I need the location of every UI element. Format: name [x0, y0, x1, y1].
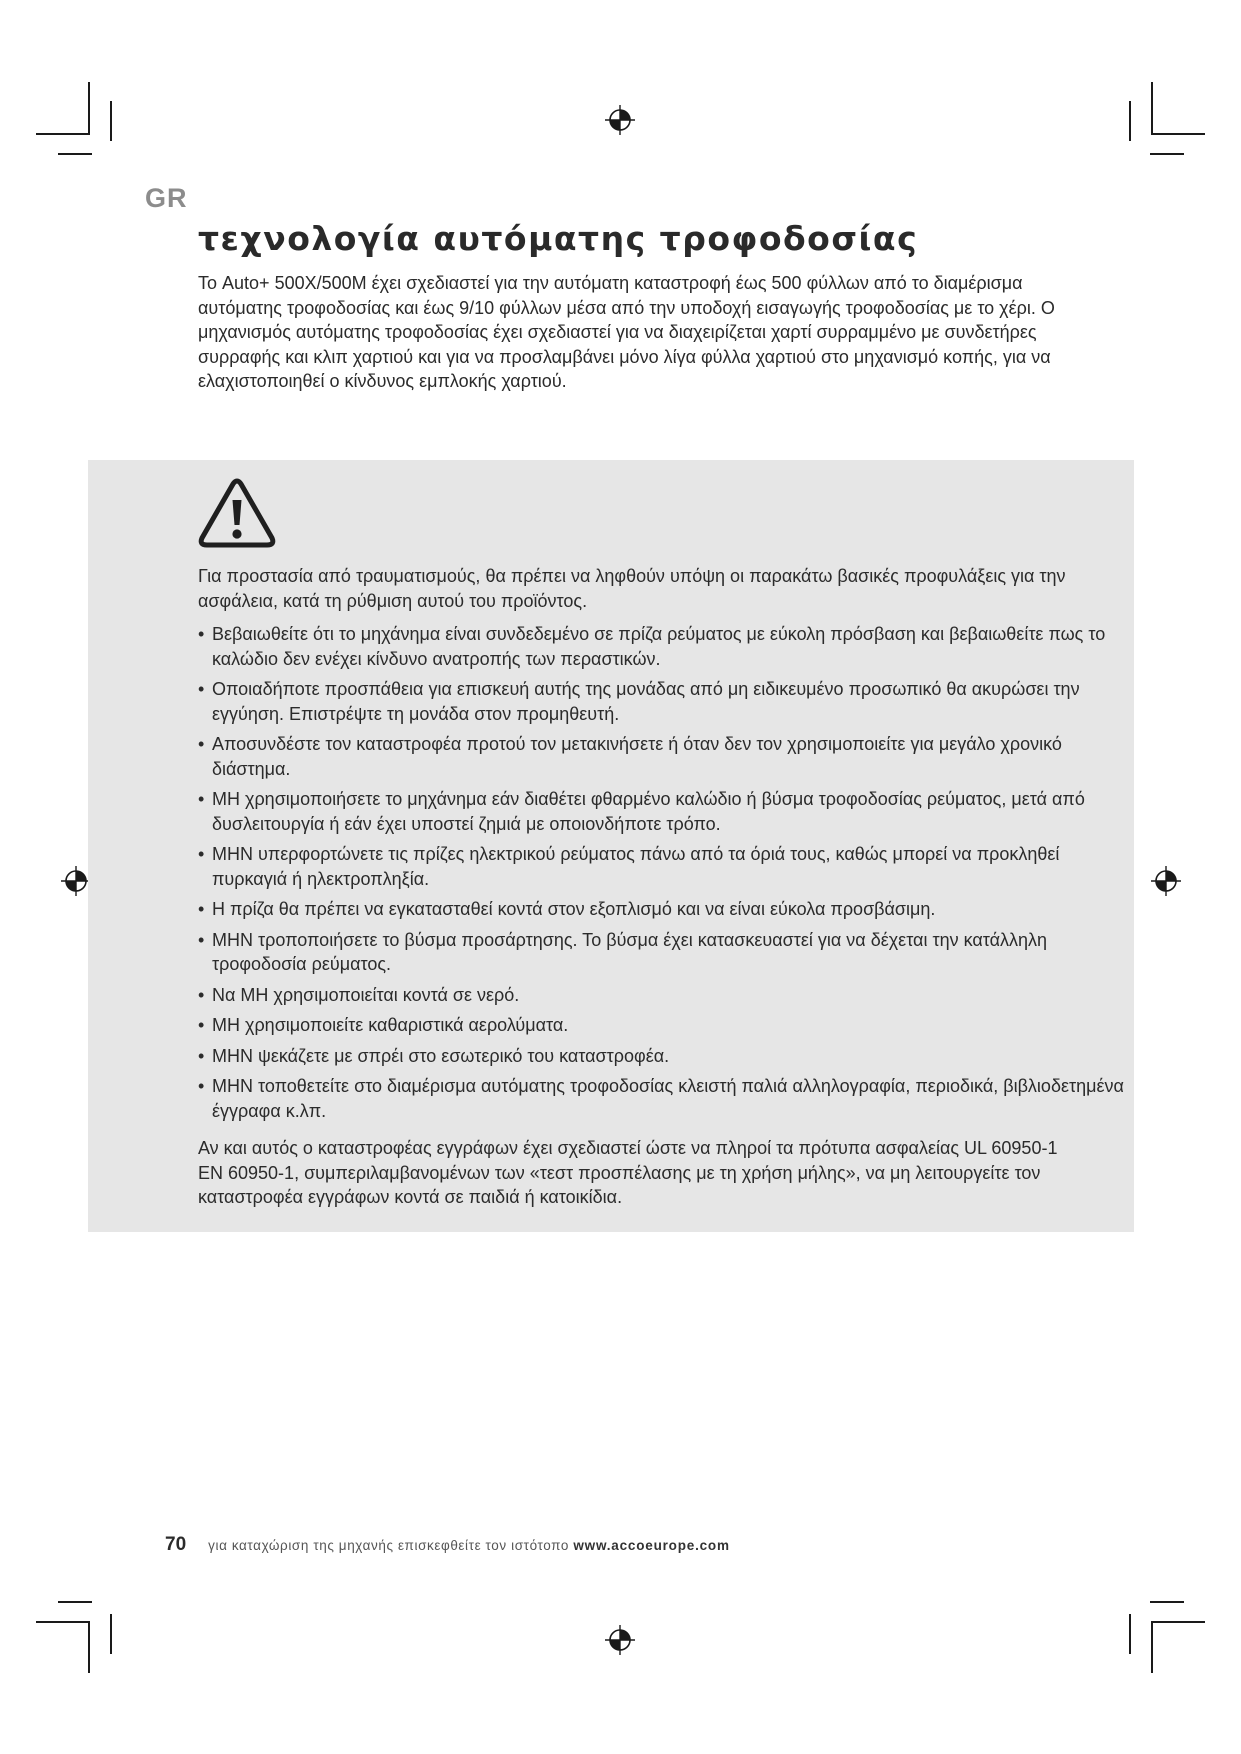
list-item: • ΜΗ χρησιμοποιείτε καθαριστικά αερολύματα. [198, 1013, 1138, 1038]
crop-mark [1129, 101, 1131, 141]
crop-mark [36, 1621, 90, 1623]
crop-mark [110, 1614, 112, 1654]
registration-mark-icon [605, 105, 635, 135]
list-item: • Οποιαδήποτε προσπάθεια για επισκευή αυτής της μονάδας από μη ειδικευμένο προσωπικό θα ακυρώσει την εγγύηση. Επιστρέψτε τη μονάδα στον προμηθευτή. [198, 677, 1138, 726]
list-item: • ΜΗΝ υπερφορτώνετε τις πρίζες ηλεκτρικού ρεύματος πάνω από τα όριά τους, καθώς μπορεί να προκληθεί πυρκαγιά ή ηλεκτροπληξία. [198, 842, 1138, 891]
list-item: • ΜΗΝ ψεκάζετε με σπρέι στο εσωτερικό του καταστροφέα. [198, 1044, 1138, 1069]
safety-warning-box [88, 460, 1134, 1232]
crop-mark [1151, 1621, 1205, 1623]
crop-mark [1151, 82, 1153, 134]
registration-mark-icon [605, 1625, 635, 1655]
crop-mark [88, 82, 90, 134]
crop-mark [110, 101, 112, 141]
footer-text: για καταχώριση της μηχανής επισκεφθείτε τον ιστότοπο [208, 1538, 569, 1553]
registration-mark-icon [61, 866, 91, 896]
crop-mark [58, 153, 92, 155]
page-footer [165, 1534, 730, 1556]
crop-mark [1151, 1621, 1153, 1673]
crop-mark [58, 1601, 92, 1603]
list-item: • ΜΗΝ τροποποιήσετε το βύσμα προσάρτησης. Το βύσμα έχει κατασκευαστεί για να δέχεται την κατάλληλη τροφοδοσία ρεύματος. [198, 928, 1138, 977]
list-item: • ΜΗΝ τοποθετείτε στο διαμέρισμα αυτόματης τροφοδοσίας κλειστή παλιά αλληλογραφία, περιοδικά, βιβλιοδετημένα έγγραφα κ.λπ. [198, 1074, 1138, 1123]
crop-mark [1151, 133, 1205, 135]
crop-mark [1150, 1601, 1184, 1603]
list-item: • Η πρίζα θα πρέπει να εγκατασταθεί κοντά στον εξοπλισμό και να είναι εύκολα προσβάσιμη. [198, 897, 1138, 922]
warning-lead-text: Για προστασία από τραυματισμούς, θα πρέπει να ληφθούν υπόψη οι παρακάτω βασικές προφυλάξεις για την ασφάλεια, κατά τη ρύθμιση αυτού του προϊόντος. [198, 566, 1066, 611]
list-item: • Να ΜΗ χρησιμοποιείται κοντά σε νερό. [198, 983, 1138, 1008]
intro-paragraph: Το Auto+ 500X/500M έχει σχεδιαστεί για την αυτόματη καταστροφή έως 500 φύλλων από το διαμέρισμα αυτόματης τροφοδοσίας και έως 9/10 φύλλων μέσα από την υποδοχή εισαγωγής τροφοδοσίας με το χέρι. Ο μηχανισμός αυτόματης τροφοδοσίας έχει σχεδιαστεί για να διαχειρίζεται χαρτί συρραμμένο με συνδετήρες συρραφής και κλιπ χαρτιού και για να προσλαμβάνει μόνο λίγα φύλλα χαρτιού στο μηχανισμό κοπής, για να ελαχιστοποιηθεί ο κίνδυνος εμπλοκής χαρτιού. [198, 273, 1055, 391]
warning-closing-text: Αν και αυτός ο καταστροφέας εγγράφων έχει σχεδιαστεί ώστε να πληροί τα πρότυπα ασφαλείας UL 60950-1 EN 60950-1, συμπεριλαμβανομένων των «τεστ προσπέλασης με τη χρήση μήλης», να μη λειτουργείτε τον καταστροφέα εγγράφων κοντά σε παιδιά ή κατοικίδια. [198, 1138, 1058, 1207]
list-item: • Βεβαιωθείτε ότι το μηχάνημα είναι συνδεδεμένο σε πρίζα ρεύματος με εύκολη πρόσβαση και βεβαιωθείτε πως το καλώδιο δεν ενέχει κίνδυνο ανατροπής των περαστικών. [198, 622, 1138, 671]
page-title: τεχνολογία αυτόματης τροφοδοσίας [198, 219, 919, 258]
safety-precautions-list [198, 622, 1138, 1129]
warning-triangle-icon [198, 478, 276, 550]
crop-mark [1129, 1614, 1131, 1654]
website-link[interactable]: www.accoeurope.com [573, 1538, 730, 1553]
list-item: • ΜΗ χρησιμοποιήσετε το μηχάνημα εάν διαθέτει φθαρμένο καλώδιο ή βύσμα τροφοδοσίας ρεύματος, μετά από δυσλειτουργία ή εάν έχει υποστεί ζημιά με οποιονδήποτε τρόπο. [198, 787, 1138, 836]
language-label: GR [145, 183, 188, 213]
registration-mark-icon [1151, 866, 1181, 896]
crop-mark [1150, 153, 1184, 155]
page-number: 70 [165, 1534, 187, 1555]
crop-mark [36, 133, 90, 135]
list-item: • Αποσυνδέστε τον καταστροφέα προτού τον μετακινήσετε ή όταν δεν τον χρησιμοποιείτε για μεγάλο χρονικό διάστημα. [198, 732, 1138, 781]
crop-mark [88, 1621, 90, 1673]
